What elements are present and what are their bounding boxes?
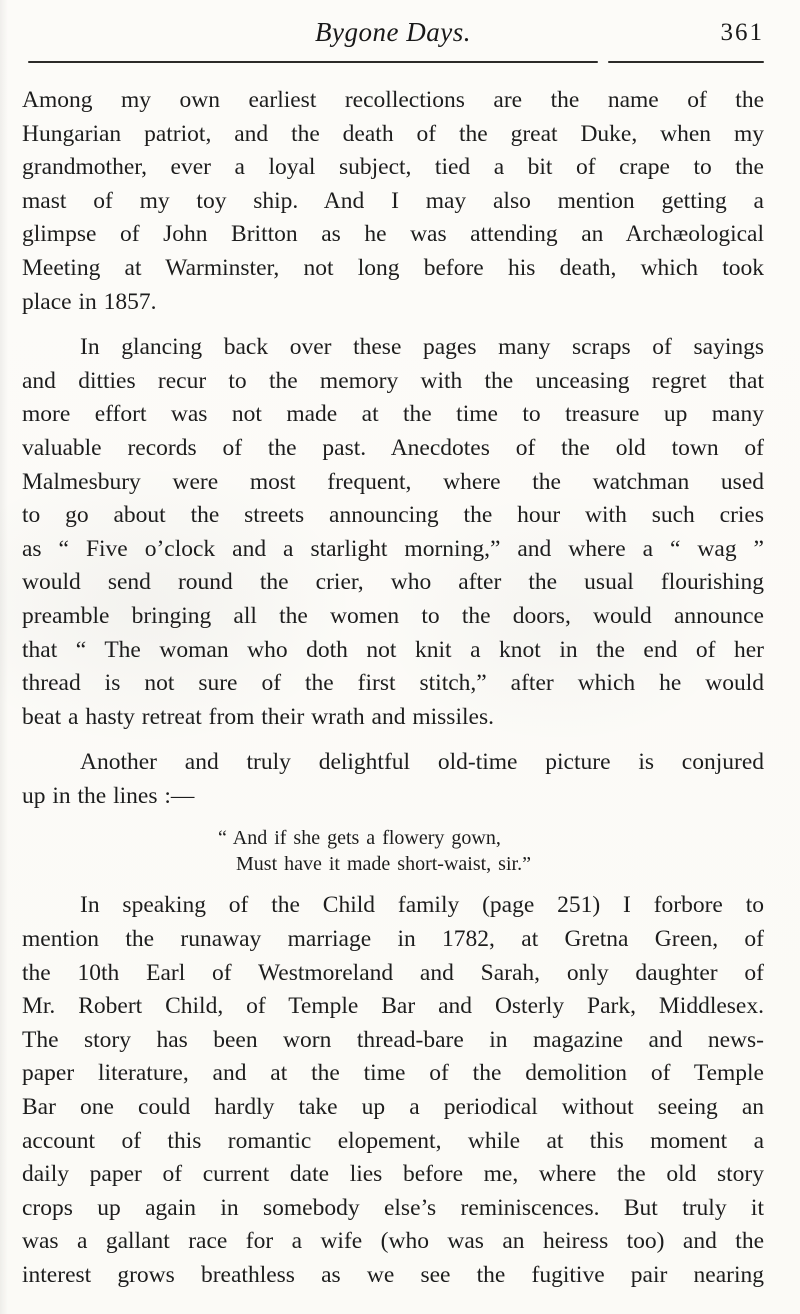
paragraph xyxy=(22,84,764,319)
text-line: daily paper of current date lies before me, where the old story xyxy=(22,1161,764,1188)
text-line: the 10th Earl of Westmoreland and Sarah, only daughter of xyxy=(22,959,764,986)
rule-segment-right xyxy=(608,61,764,63)
text-line: valuable records of the past. Anecdotes of the old town of xyxy=(22,434,764,461)
text-line: interest grows breathless as we see the fugitive pair nearing xyxy=(22,1262,764,1288)
text-line: Mr. Robert Child, of Temple Bar and Osterly Park, Middlesex. xyxy=(22,993,764,1020)
text-line: mention the runaway marriage in 1782, at Gretna Green, of xyxy=(22,926,764,953)
text-line: Among my own earliest recollections are the name of the xyxy=(22,87,764,113)
text-line: Hungarian patriot, and the death of the great Duke, when my xyxy=(22,120,764,147)
text-line: up in the lines :— xyxy=(22,782,195,809)
text-line: glimpse of John Britton as he was attending an Archæological xyxy=(22,221,764,248)
text-line: more effort was not made at the time to treasure up many xyxy=(22,401,764,428)
page-number: 361 xyxy=(720,19,764,46)
text-line: place in 1857. xyxy=(22,288,157,315)
running-title: Bygone Days. xyxy=(315,17,471,47)
text-line: Bar one could hardly take up a periodical without seeing an xyxy=(22,1094,764,1121)
paragraph xyxy=(22,889,764,1292)
rule-segment-left xyxy=(28,61,598,63)
text-line: beat a hasty retreat from their wrath and missiles. xyxy=(22,703,494,730)
text-line: Malmesbury were most frequent, where the watchman used xyxy=(22,468,764,495)
text-line: account of this romantic elopement, while at this moment a xyxy=(22,1127,764,1154)
paragraph xyxy=(22,746,764,813)
text-line: paper literature, and at the time of the demolition of Temple xyxy=(22,1060,764,1087)
text-line: was a gallant race for a wife (who was an heiress too) and the xyxy=(22,1228,764,1255)
verse xyxy=(218,825,764,877)
text-line: crops up again in somebody else’s reminiscences. But truly it xyxy=(22,1194,764,1221)
text-line: In speaking of the Child family (page 251) I forbore to xyxy=(80,892,764,919)
text-line: Meeting at Warminster, not long before his death, which took xyxy=(22,254,764,281)
text-line: In glancing back over these pages many scraps of sayings xyxy=(80,334,764,361)
text-line: Another and truly delightful old-time picture is conjured xyxy=(80,749,764,776)
text-line: to go about the streets announcing the hour with such cries xyxy=(22,502,764,529)
text-line: Must have it made short-waist, sir.” xyxy=(236,853,531,876)
page-body xyxy=(22,84,764,1305)
page-header xyxy=(22,12,764,54)
text-line: “ And if she gets a flowery gown, xyxy=(218,827,501,850)
text-line: thread is not sure of the first stitch,” after which he would xyxy=(22,670,764,697)
paragraph xyxy=(22,331,764,734)
header-rule xyxy=(28,61,764,63)
text-line: preamble bringing all the women to the doors, would announce xyxy=(22,602,764,629)
text-line: The story has been worn thread-bare in magazine and news- xyxy=(22,1026,764,1053)
text-line: and ditties recur to the memory with the unceasing regret that xyxy=(22,367,764,394)
text-line: would send round the crier, who after the usual flourishing xyxy=(22,569,764,596)
text-line: mast of my toy ship. And I may also mention getting a xyxy=(22,187,764,214)
text-line: that “ The woman who doth not knit a knot in the end of her xyxy=(22,636,764,663)
text-line: grandmother, ever a loyal subject, tied a bit of crape to the xyxy=(22,154,764,181)
text-line: as “ Five o’clock and a starlight morning,” and where a “ wag ” xyxy=(22,535,764,562)
